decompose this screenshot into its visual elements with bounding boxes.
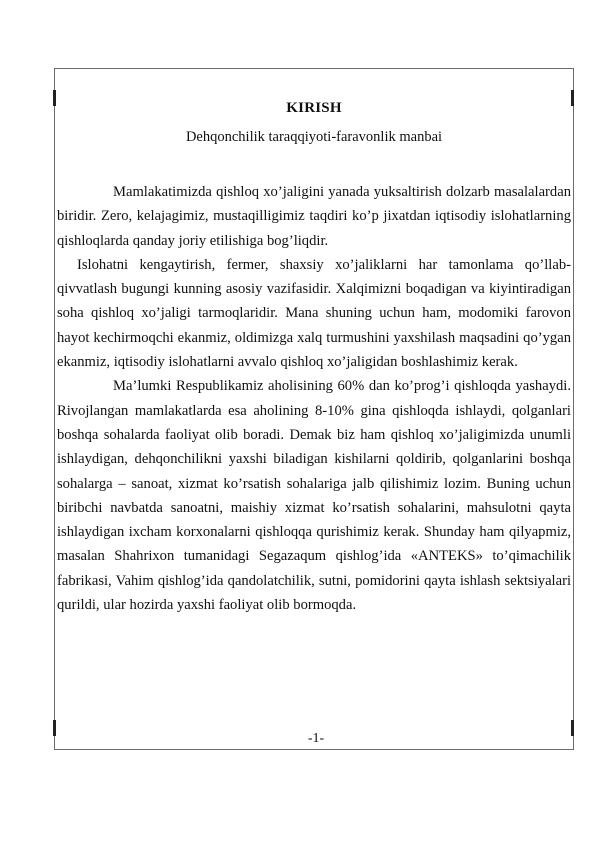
page-title: KIRISH	[286, 100, 342, 116]
paragraph: Islohatni kengaytirish, fermer, shaxsiy xo’jaliklarni har tamonlama qo’llab-qivvatlash bugungi kunning asosiy vazifasidir. Xalqimizni boqadigan va kiyintiradigan soha qishloq xo’jaligi tarmoqlaridir. Mana shuning uchun ham, modomiki farovon hayot kechirmoqchi ekanmiz, oldimizga xalq turmushini yaxshilash maqsadini qo’ygan ekanmiz, iqtisodiy islohatlarni avvalo qishloq xo’jaligidan boshlashimiz kerak.	[57, 256, 571, 371]
paragraph: Ma’lumki Respublikamiz aholisining 60% dan ko’prog’i qishloqda yashaydi. Rivojlangan mamlakatlarda esa aholining 8-10% gina qishloqda ishlaydi, qolganlari boshqa sohalarda faoliyat olib boradi. Demak biz ham qishloq xo’jaligimizda unumli ishlaydigan, dehqonchilikni yaxshi biladigan kishilarni qoldirib, qolganlarini boshqa sohalarga – sanoat, xizmat ko’rsatish sohalariga jalb qilishimiz lozim. Buning uchun biribchi navbatda sanoatni, maishiy xizmat ko’rsatish sohalarini, mahsulotni qayta ishlaydigan ixcham korxonalarni qishloqqa qurishimiz kerak. Shunday ham qilyapmiz, masalan Shahrixon tumanidagi Segazaqum qishlog’ida «ANTEKS» to’qimachilik fabrikasi, Vahim qishlog’ida qandolatchilik, sutni, pomidorini qayta ishlash sektsiyalari qurildi, ular hozirda yaxshi faoliyat olib bormoqda.	[57, 378, 571, 614]
page-number: -1-	[307, 731, 325, 746]
page-subtitle: Dehqonchilik taraqqiyoti-faravonlik manbai	[185, 129, 443, 145]
document-body	[57, 180, 571, 617]
paragraph: Mamlakatimizda qishloq xo’jaligini yanada yuksaltirish dolzarb masalalardan biridir. Zero, kelajagimiz, mustaqilligimiz taqdiri ko’p jixatdan iqtisodiy islohatlarning qishloqlarda qanday joriy etilishiga bog’liqdir.	[57, 184, 571, 249]
